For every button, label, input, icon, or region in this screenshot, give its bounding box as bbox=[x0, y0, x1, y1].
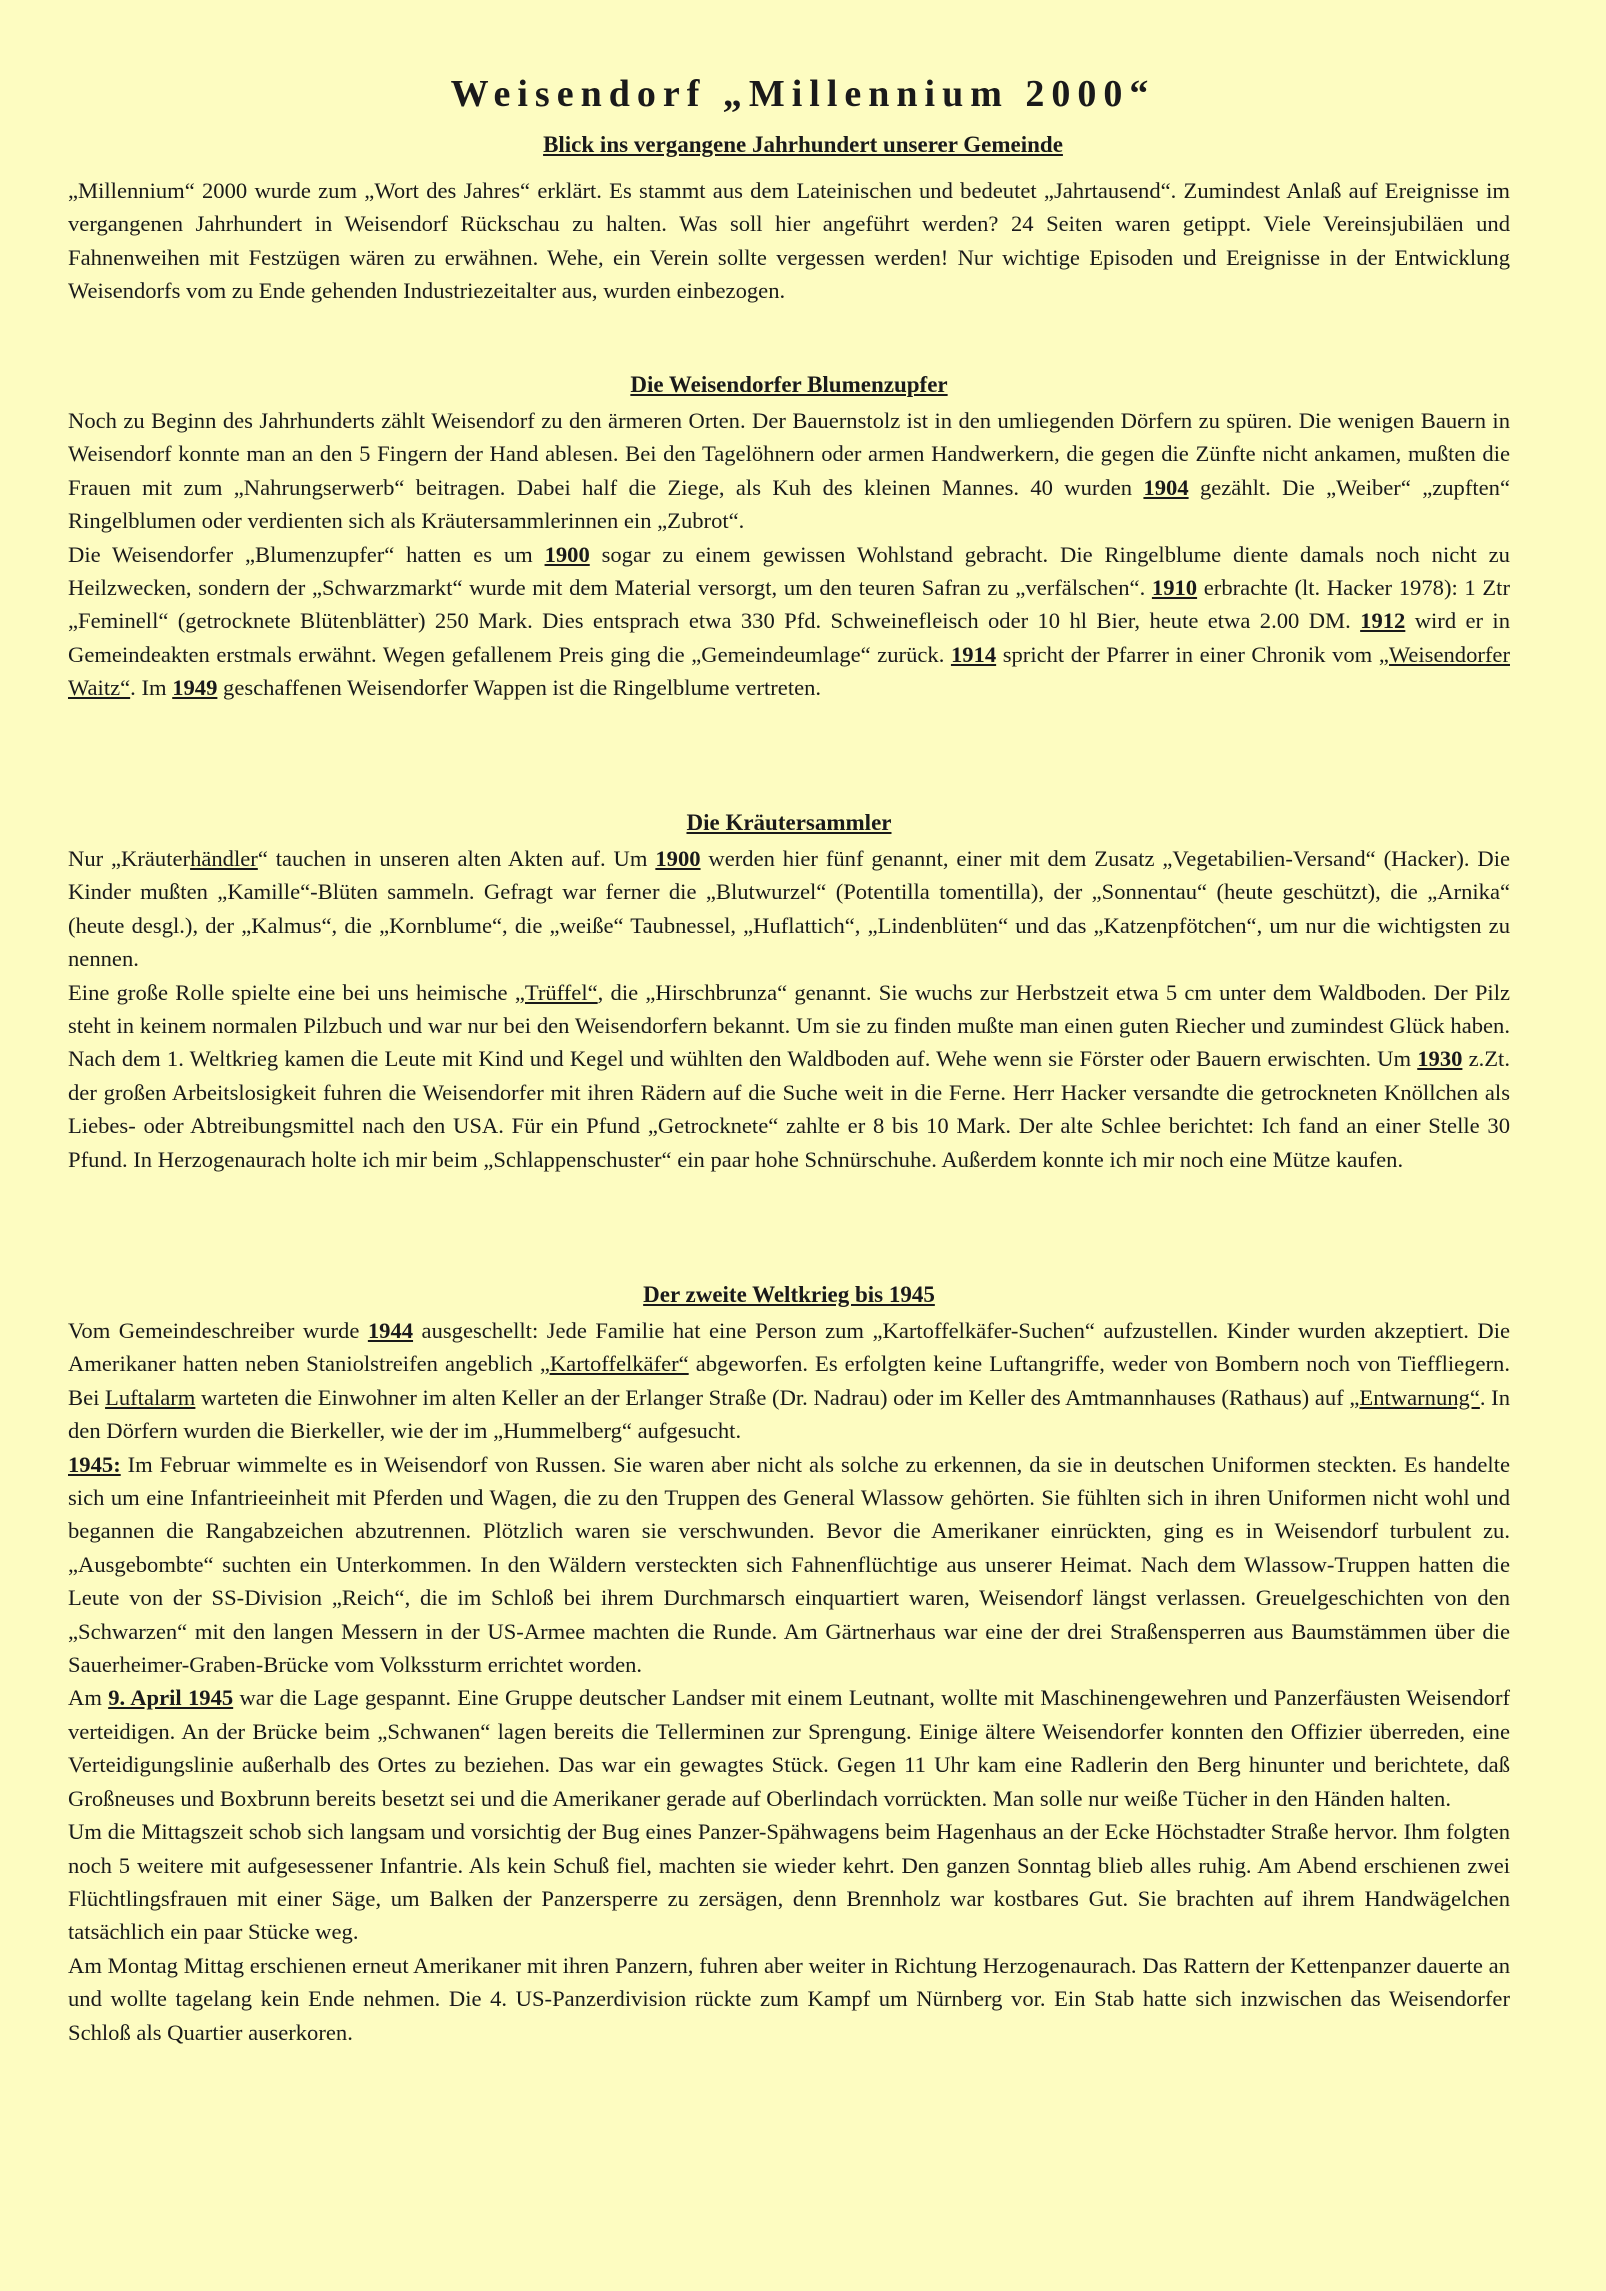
paragraph: Am Montag Mittag erschienen erneut Amerikaner mit ihren Panzern, fuhren aber weiter in Richtung Herzogenaurach. Das Rattern der Kettenpanzer dauerte an und wollte tagelang kein Ende nehmen. Die 4. US-Panzerdivision rückte zum Kampf um Nürnberg vor. Ein Stab hatte sich inzwischen das Weisendorfer Schloß als Quartier auserkoren. bbox=[68, 1952, 1510, 2045]
document-title: Weisendorf „Millennium 2000“ bbox=[450, 73, 1156, 115]
section-heading: Die Kräutersammler bbox=[686, 810, 892, 835]
highlighted-year: 1900 bbox=[655, 846, 701, 871]
paragraph: Vom Gemeindeschreiber wurde 1944 ausgeschellt: Jede Familie hat eine Person zum „Kartoffelkäfer-Suchen“ aufzustellen. Kinder wurden akzeptiert. Die Amerikaner hatten neben Staniolstreifen angeblich „Kartoffelkäfer“ abgeworfen. Es erfolgten keine Luftangriffe, weder von Bombern noch von Tieffliegern. Bei Luftalarm warteten die Einwohner im alten Keller an der Erlanger Straße (Dr. Nadrau) oder im Keller des Amtmannhauses (Rathaus) auf „Entwarnung“. In den Dörfern wurden die Bierkeller, wie der im „Hummelberg“ aufgesucht. bbox=[68, 1318, 1511, 1444]
paragraph: 1945: Im Februar wimmelte es in Weisendorf von Russen. Sie waren aber nicht als solche zu erkennen, da sie in deutschen Uniformen steckten. Es handelte sich um eine Infantrieeinheit mit Pferden und Wagen, die zu den Truppen des General Wlassow gehörten. Sie fühlten sich in ihren Uniformen nicht wohl und begannen die Rangabzeichen abzutrennen. Plötzlich waren sie verschwunden. Bevor die Amerikaner einrückten, ging es in Weisendorf turbulent zu. „Ausgebombte“ suchten ein Unterkommen. In den Wäldern versteckten sich Fahnenflüchtige aus unserer Heimat. Nach dem Wlassow-Truppen hatten die Leute von der SS-Division „Reich“, die im Schloß bei ihrem Durchmarsch einquartiert waren, Weisendorf längst verlassen. Greuelgeschichten von den „Schwarzen“ mit den langen Messern in der US-Armee machten die Runde. Am Gärtnerhaus war eine der drei Straßensperren aus Baumstämmen über die Sauerheimer-Graben-Brücke vom Volkssturm errichtet worden. bbox=[68, 1451, 1510, 1678]
paragraph: Am 9. April 1945 war die Lage gespannt. Eine Gruppe deutscher Landser mit einem Leutnant, wollte mit Maschinengewehren und Panzerfäusten Weisendorf verteidigen. An der Brücke beim „Schwanen“ lagen bereits die Tellerminen zur Sprengung. Einige ältere Weisendorfer konnten den Offizier überreden, eine Verteidigungslinie außerhalb des Ortes zu beziehen. Das war ein gewagtes Stück. Gegen 11 Uhr kam eine Radlerin den Berg hinunter und berichtete, daß Großneuses und Boxbrunn bereits besetzt sei und die Amerikaner gerade auf Oberlindach vorrückten. Man solle nur weiße Tücher in den Händen halten. bbox=[68, 1685, 1510, 1811]
paragraph: Eine große Rolle spielte eine bei uns heimische „Trüffel“, die „Hirschbrunza“ genannt. Sie wuchs zur Herbstzeit etwa 5 cm unter dem Waldboden. Der Pilz steht in keinem normalen Pilzbuch und war nur bei den Weisendorfern bekannt. Um sie zu finden mußte man einen guten Riecher und zumindest Glück haben. Nach dem 1. Weltkrieg kamen die Leute mit Kind und Kegel und wühlten den Waldboden auf. Wehe wenn sie Förster oder Bauern erwischten. Um 1930 z.Zt. der großen Arbeitslosigkeit fuhren die Weisendorfer mit ihren Rädern auf die Suche weit in die Ferne. Herr Hacker versandte die getrockneten Knöllchen als Liebes- oder Abtreibungsmittel nach den USA. Für ein Pfund „Getrocknete“ zahlte er 8 bis 10 Mark. Der alte Schlee berichtet: Ich fand an einer Stelle 30 Pfund. In Herzogenaurach holte ich mir beim „Schlappenschuster“ ein paar hohe Schnürschuhe. Außerdem konnte ich mir noch eine Mütze kaufen. bbox=[68, 979, 1510, 1172]
section-kraeutersammler bbox=[68, 810, 1510, 1176]
highlighted-year: 1904 bbox=[1143, 474, 1189, 500]
underlined-term: „Trüffel“ bbox=[514, 979, 598, 1005]
section-heading: Die Weisendorfer Blumenzupfer bbox=[630, 372, 948, 397]
section-weltkrieg bbox=[68, 1282, 1510, 2049]
highlighted-year: 1930 bbox=[1417, 1046, 1463, 1072]
section-blumenzupfer bbox=[68, 372, 1510, 705]
paragraph: Die Weisendorfer „Blumenzupfer“ hatten es um 1900 sogar zu einem gewissen Wohlstand gebracht. Die Ringelblume diente damals noch nicht zu Heilzwecken, sondern der „Schwarzmarkt“ wurde mit dem Material versorgt, um den teuren Safran zu „verfälschen“. 1910 erbrachte (lt. Hacker 1978): 1 Ztr „Feminell“ (getrocknete Blütenblätter) 250 Mark. Dies entsprach etwa 330 Pfd. Schweinefleisch oder 10 hl Bier, heute etwa 2.00 DM. 1912 wird er in Gemeindeakten erstmals erwähnt. Wegen gefallenem Preis ging die „Gemeindeumlage“ zurück. 1914 spricht der Pfarrer in einer Chronik vom „Weisendorfer Waitz“. Im 1949 geschaffenen Weisendorfer Wappen ist die Ringelblume vertreten. bbox=[68, 541, 1510, 701]
underlined-term: Luftalarm bbox=[105, 1384, 196, 1410]
highlighted-year: 9. April 1945 bbox=[108, 1685, 234, 1711]
intro-section bbox=[68, 174, 1510, 308]
underlined-term: händler bbox=[190, 846, 258, 871]
highlighted-year: 1949 bbox=[172, 675, 218, 701]
paragraph: Noch zu Beginn des Jahrhunderts zählt Weisendorf zu den ärmeren Orten. Der Bauernstolz ist in den umliegenden Dörfern zu spüren. Die wenigen Bauern in Weisendorf konnte man an den 5 Fingern der Hand ablesen. Bei den Tagelöhnern oder armen Handwerkern, die gegen die Zünfte nicht ankamen, mußten die Frauen mit zum „Nahrungserwerb“ beitragen. Dabei half die Ziege, als Kuh des kleinen Mannes. 40 wurden 1904 gezählt. Die „Weiber“ „zupften“ Ringelblumen oder verdienten sich als Kräutersammlerinnen ein „Zubrot“. bbox=[68, 408, 1510, 534]
highlighted-year: 1944 bbox=[367, 1318, 414, 1343]
highlighted-year: 1945: bbox=[68, 1451, 121, 1477]
highlighted-year: 1910 bbox=[1151, 575, 1198, 601]
highlighted-year: 1914 bbox=[950, 641, 997, 667]
underlined-term: „Weisendorfer Waitz“ bbox=[68, 641, 1510, 701]
highlighted-year: 1900 bbox=[544, 541, 590, 567]
underlined-term: „Entwarnung“ bbox=[1349, 1384, 1480, 1410]
highlighted-year: 1912 bbox=[1360, 608, 1406, 634]
intro-paragraph: „Millennium“ 2000 wurde zum „Wort des Jahres“ erklärt. Es stammt aus dem Lateinischen und bedeutet „Jahrtausend“. Zumindest Anlaß auf Ereignisse im vergangenen Jahrhundert in Weisendorf Rückschau zu halten. Was soll hier angeführt werden? 24 Seiten waren getippt. Viele Vereinsjubiläen und Fahnenweihen mit Festzügen wären zu erwähnen. Wehe, ein Verein sollte vergessen werden! Nur wichtige Episoden und Ereignisse in der Entwicklung Weisendorfs vom zu Ende gehenden Industriezeitalter aus, wurden einbezogen. bbox=[68, 178, 1510, 304]
paragraph: Nur „Kräuterhändler“ tauchen in unseren alten Akten auf. Um 1900 werden hier fünf genannt, einer mit dem Zusatz „Vegetabilien-Versand“ (Hacker). Die Kinder mußten „Kamille“-Blüten sammeln. Gefragt war ferner die „Blutwurzel“ (Potentilla tomentilla), der „Sonnentau“ (heute geschützt), die „Arnika“ (heute desgl.), der „Kalmus“, die „Kornblume“, die „weiße“ Taubnessel, „Huflattich“, „Lindenblüten“ und das „Katzenpfötchen“, um nur die wichtigsten zu nennen. bbox=[68, 846, 1511, 972]
paragraph: Um die Mittagszeit schob sich langsam und vorsichtig der Bug eines Panzer-Spähwagens beim Hagenhaus an der Ecke Höchstadter Straße hervor. Ihm folgten noch 5 weitere mit aufgesessener Infantrie. Als kein Schuß fiel, machten sie wieder kehrt. Den ganzen Sonntag blieb alles ruhig. Am Abend erschienen zwei Flüchtlingsfrauen mit einer Säge, um Balken der Panzersperre zu zersägen, denn Brennholz war kostbares Gut. Sie brachten auf ihrem Handwägelchen tatsächlich ein paar Stücke weg. bbox=[68, 1819, 1510, 1945]
document-subtitle: Blick ins vergangene Jahrhundert unserer Gemeinde bbox=[543, 132, 1063, 157]
section-heading: Der zweite Weltkrieg bis 1945 bbox=[643, 1282, 935, 1307]
underlined-term: „Kartoffelkäfer“ bbox=[539, 1351, 689, 1377]
